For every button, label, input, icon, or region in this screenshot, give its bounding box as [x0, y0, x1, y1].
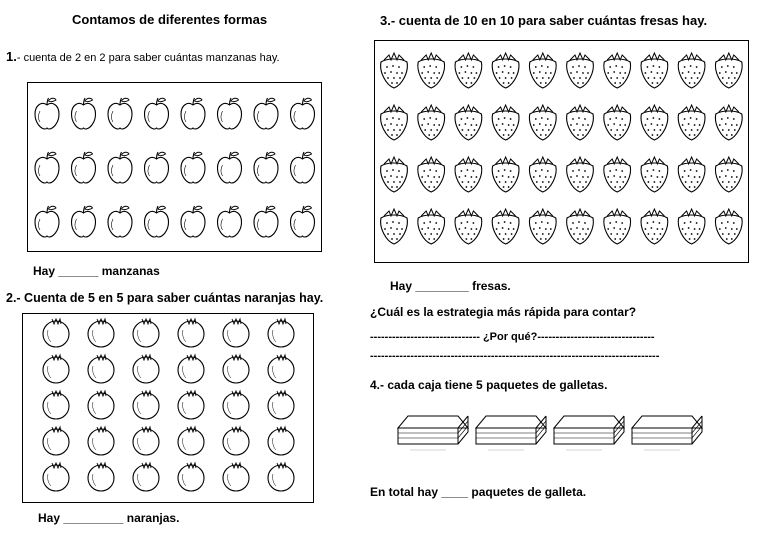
orange-icon [268, 391, 294, 419]
orange-icon [88, 427, 114, 455]
task1-number: 1. [6, 49, 17, 64]
apple-icon [218, 152, 242, 183]
strawberry-icon [529, 157, 556, 192]
strawberry-icon [641, 53, 668, 88]
strawberry-icon [567, 53, 594, 88]
oranges-box [22, 313, 314, 503]
apple-icon [72, 206, 96, 237]
strawberry-icon [492, 157, 519, 192]
strawberry-icon [604, 157, 631, 192]
apple-icon [181, 98, 205, 129]
strawberry-icon [455, 105, 482, 140]
orange-icon [223, 463, 249, 491]
apple-icon [254, 98, 278, 129]
task2-answer: Hay _________ naranjas. [38, 511, 180, 525]
orange-icon [88, 463, 114, 491]
strawberry-icon [492, 209, 519, 244]
apple-icon [108, 98, 132, 129]
strawberries-grid [375, 41, 747, 261]
orange-icon [133, 463, 159, 491]
task3-instruction: 3.- cuenta de 10 en 10 para saber cuántas fresas hay. [380, 13, 708, 28]
orange-icon [178, 391, 204, 419]
cookie-box-icon [632, 416, 702, 450]
orange-icon [133, 319, 159, 347]
strawberry-icon [715, 53, 742, 88]
strawberry-icon [381, 157, 408, 192]
cookie-box-icon [398, 416, 468, 450]
strawberry-icon [529, 53, 556, 88]
strawberries-box [374, 40, 749, 263]
strawberry-icon [381, 209, 408, 244]
strawberry-icon [715, 105, 742, 140]
apple-icon [291, 98, 315, 129]
cookie-boxes [390, 402, 720, 462]
task3-answer: Hay ________ fresas. [390, 279, 511, 293]
strawberry-icon [455, 157, 482, 192]
strawberry-icon [715, 157, 742, 192]
apples-grid [28, 83, 320, 250]
strawberry-icon [604, 53, 631, 88]
extra-answer-line: ------------------------------------------------------------------------------- [370, 350, 660, 362]
strawberry-icon [529, 209, 556, 244]
apple-icon [35, 98, 59, 129]
apple-icon [72, 152, 96, 183]
apple-icon [218, 206, 242, 237]
task1-text: - cuenta de 2 en 2 para saber cuántas manzanas hay. [16, 52, 280, 64]
orange-icon [268, 319, 294, 347]
apple-icon [254, 152, 278, 183]
orange-icon [133, 427, 159, 455]
orange-icon [223, 355, 249, 383]
apple-icon [291, 152, 315, 183]
strawberry-icon [529, 105, 556, 140]
apple-icon [181, 206, 205, 237]
strawberry-icon [567, 157, 594, 192]
apple-icon [35, 152, 59, 183]
strawberry-icon [455, 209, 482, 244]
orange-icon [178, 427, 204, 455]
strawberry-icon [641, 209, 668, 244]
cookie-box-icon [554, 416, 624, 450]
strategy-question: ¿Cuál es la estrategia más rápida para contar? [370, 305, 637, 319]
orange-icon [43, 463, 69, 491]
orange-icon [133, 391, 159, 419]
orange-icon [43, 355, 69, 383]
orange-icon [223, 427, 249, 455]
task4-answer: En total hay ____ paquetes de galleta. [370, 485, 587, 499]
task1-instruction [6, 49, 280, 64]
strawberry-icon [418, 157, 445, 192]
apple-icon [181, 152, 205, 183]
apple-icon [108, 206, 132, 237]
strawberry-icon [492, 53, 519, 88]
strawberry-icon [641, 105, 668, 140]
orange-icon [88, 319, 114, 347]
task2-instruction: 2.- Cuenta de 5 en 5 para saber cuántas naranjas hay. [6, 291, 324, 305]
apple-icon [145, 152, 169, 183]
strawberry-icon [567, 105, 594, 140]
orange-icon [178, 319, 204, 347]
page-title: Contamos de diferentes formas [72, 12, 268, 27]
strawberry-icon [641, 157, 668, 192]
apple-icon [218, 98, 242, 129]
apple-icon [291, 206, 315, 237]
strawberry-icon [492, 105, 519, 140]
strawberry-icon [604, 209, 631, 244]
orange-icon [268, 427, 294, 455]
task1-answer: Hay ______ manzanas [33, 264, 160, 278]
orange-icon [268, 463, 294, 491]
oranges-grid [23, 314, 312, 501]
why-answer-line: ------------------------------ ¿Por qué?-------------------------------- [370, 331, 655, 343]
strawberry-icon [418, 209, 445, 244]
apple-icon [145, 98, 169, 129]
apple-icon [145, 206, 169, 237]
strawberry-icon [678, 209, 705, 244]
orange-icon [43, 391, 69, 419]
strawberry-icon [715, 209, 742, 244]
strawberry-icon [604, 105, 631, 140]
strawberry-icon [381, 53, 408, 88]
orange-icon [88, 391, 114, 419]
orange-icon [178, 463, 204, 491]
orange-icon [133, 355, 159, 383]
strawberry-icon [455, 53, 482, 88]
apple-icon [35, 206, 59, 237]
orange-icon [43, 427, 69, 455]
strawberry-icon [567, 209, 594, 244]
strawberry-icon [381, 105, 408, 140]
cookie-box-icon [476, 416, 546, 450]
orange-icon [88, 355, 114, 383]
strawberry-icon [678, 53, 705, 88]
apples-box [27, 82, 322, 252]
orange-icon [223, 391, 249, 419]
strawberry-icon [678, 105, 705, 140]
orange-icon [268, 355, 294, 383]
apple-icon [72, 98, 96, 129]
orange-icon [43, 319, 69, 347]
apple-icon [254, 206, 278, 237]
strawberry-icon [678, 157, 705, 192]
strawberry-icon [418, 53, 445, 88]
orange-icon [178, 355, 204, 383]
task4-instruction: 4.- cada caja tiene 5 paquetes de galletas. [370, 378, 608, 392]
strawberry-icon [418, 105, 445, 140]
apple-icon [108, 152, 132, 183]
orange-icon [223, 319, 249, 347]
